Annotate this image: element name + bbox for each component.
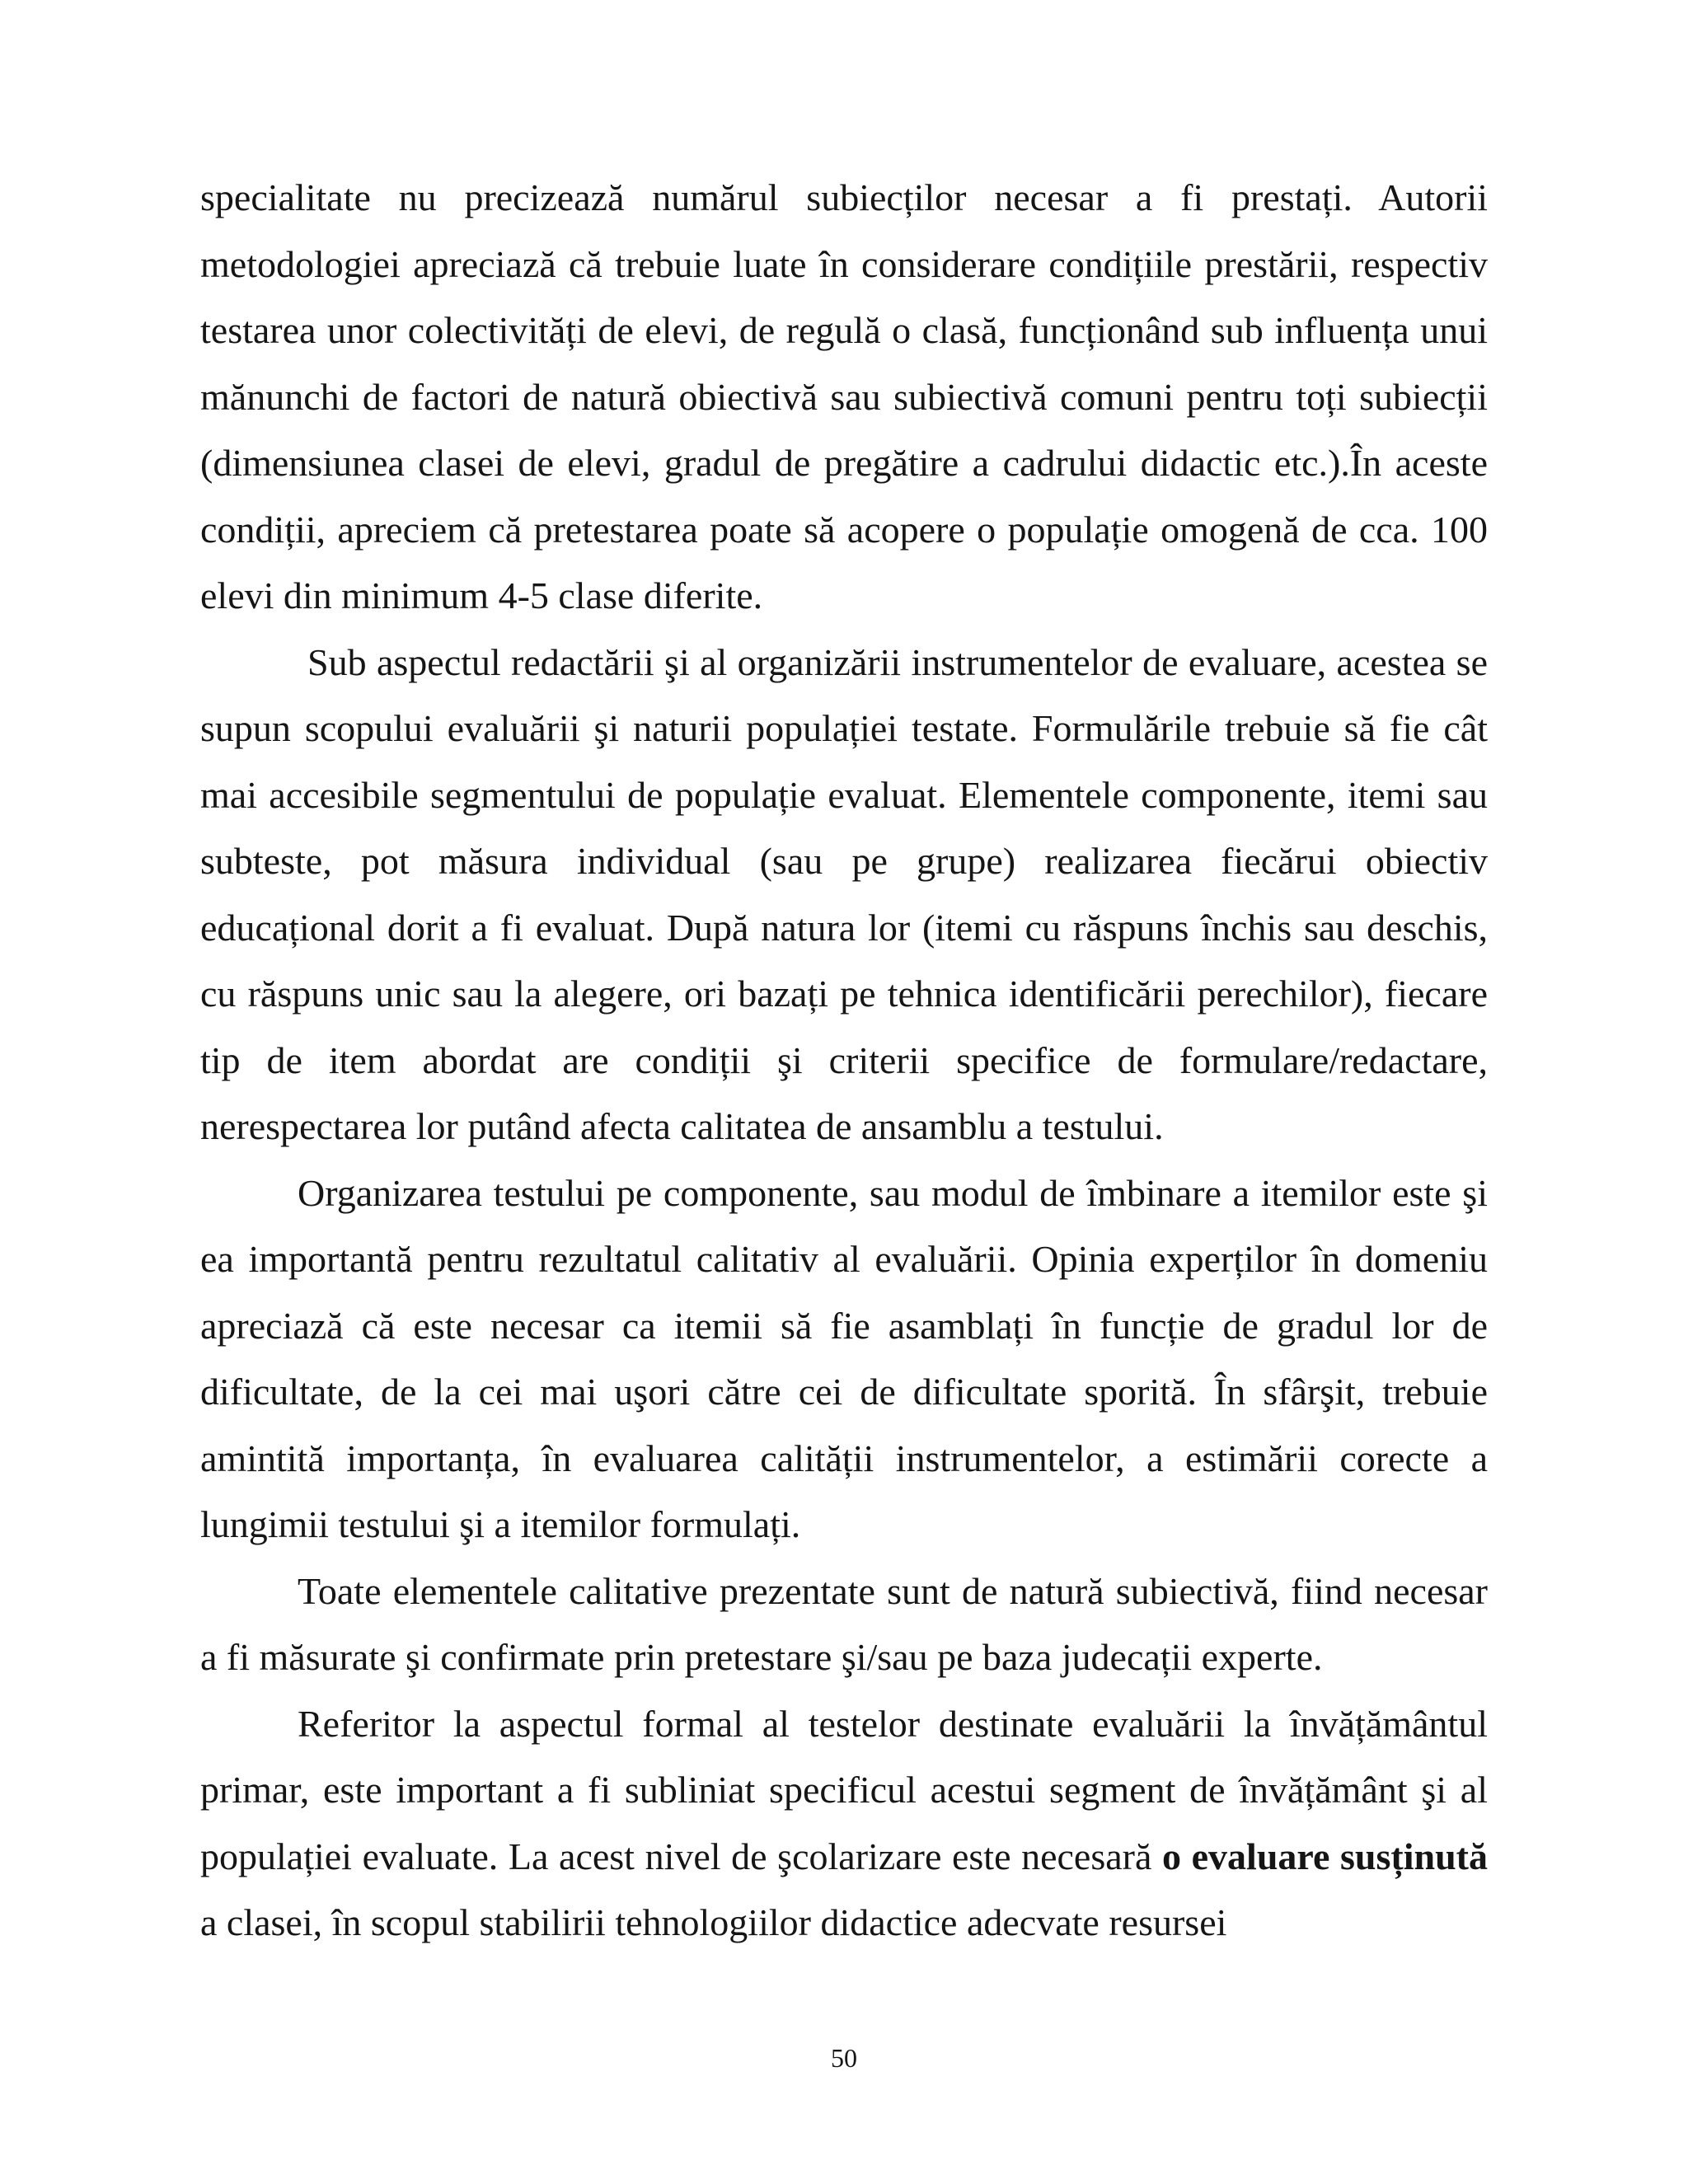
paragraph-5-end: a clasei, în scopul stabilirii tehnologiilor didactice adecvate resursei xyxy=(200,1901,1227,1943)
paragraph-3: Organizarea testului pe componente, sau modul de îmbinare a itemilor este şi ea importantă pentru rezultatul calitativ al evaluării. Opinia experților în domeniu apreciază că este necesar ca itemii să fie asamblați în funcție de gradul lor de dificultate, de la cei mai uşori către cei de dificultate sporită. În sfârşit, trebuie amintită importanța, în evaluarea calității instrumentelor, a estimării corecte a lungimii testului şi a itemilor formulați. xyxy=(200,1171,1488,1545)
paragraph-1: specialitate nu precizează numărul subiecților necesar a fi prestați. Autorii metodologiei apreciază că trebuie luate în considerare condițiile prestării, respectiv testarea unor colectivități de elevi, de regulă o clasă, funcționând sub influența unui mănunchi de factori de natură obiectivă sau subiectivă comuni pentru toți subiecții (dimensiunea clasei de elevi, gradul de pregătire a cadrului didactic etc.).În aceste condiții, apreciem că pretestarea poate să acopere o populație omogenă de cca. 100 elevi din minimum 4-5 clase diferite. xyxy=(200,176,1488,616)
page-number: 50 xyxy=(831,2043,857,2073)
body-text xyxy=(200,165,1488,1957)
paragraph-2: Sub aspectul redactării şi al organizării instrumentelor de evaluare, acestea se supun scopului evaluării şi naturii populației testate. Formulările trebuie să fie cât mai accesibile segmentului de populație evaluat. Elementele componente, itemi sau subteste, pot măsura individual (sau pe grupe) realizarea fiecărui obiectiv educațional dorit a fi evaluat. După natura lor (itemi cu răspuns închis sau deschis, cu răspuns unic sau la alegere, ori bazați pe tehnica identificării perechilor), fiecare tip de item abordat are condiții şi criterii specifice de formulare/redactare, nerespectarea lor putând afecta calitatea de ansamblu a testului. xyxy=(200,640,1488,1147)
paragraph-5 xyxy=(200,1691,1488,1957)
emphasized-phrase: o evaluare susținută xyxy=(1162,1835,1488,1877)
paragraph-4: Toate elementele calitative prezentate sunt de natură subiectivă, fiind necesar a fi măsurate şi confirmate prin pretestare şi/sau pe baza judecații experte. xyxy=(200,1569,1488,1678)
paragraph-5-start: Referitor la aspectul formal al testelor destinate evaluării la învățământul primar, este important a fi subliniat specificul acestui segment de învățământ şi al populației evaluate. La acest nivel de şcolarizare este necesară xyxy=(200,1702,1488,1877)
